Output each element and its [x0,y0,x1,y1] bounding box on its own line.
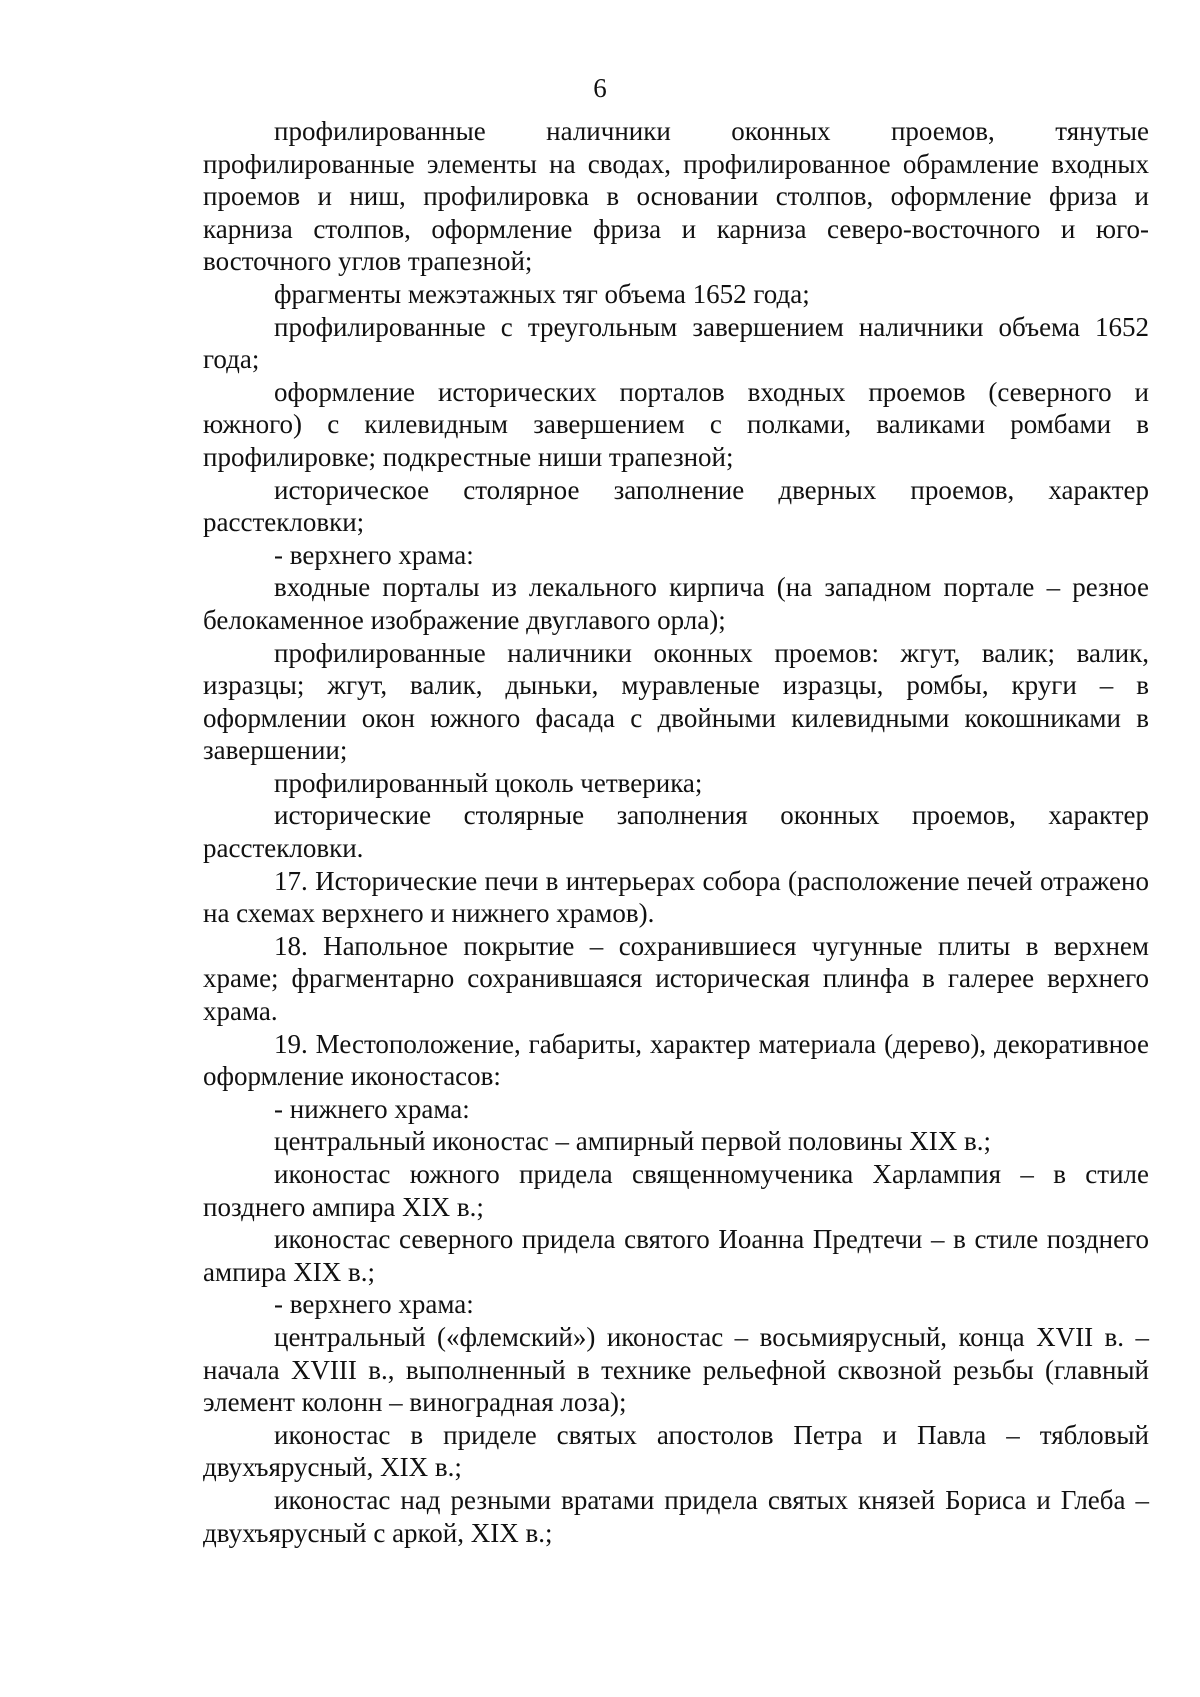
paragraph-8: профилированные наличники оконных проемов: жгут, валик; валик, изразцы; жгут, валик, дыньки, муравленые изразцы, ромбы, круги – в оформлении окон южного фасада с двойными килевидными кокошниками в завершении; [203,637,1149,766]
paragraph-7: входные порталы из лекального кирпича (на западном портале – резное белокаменное изображение двуглавого орла); [203,572,1149,635]
paragraph-11: 17. Исторические печи в интерьерах собора (расположение печей отражено на схемах верхнего и нижнего храмов). [203,865,1149,929]
paragraph-4: оформление исторических порталов входных проемов (северного и южного) с килевидным завершением с полками, валиками ромбами в профилировке; подкрестные ниши трапезной; [203,376,1149,472]
paragraph-16: иконостас южного придела священномученика Харлампия – в стиле позднего ампира XIX в.; [203,1159,1149,1222]
paragraph-6: - верхнего храма: [274,539,474,570]
paragraph-21: иконостас над резными вратами придела святых князей Бориса и Глеба – двухъярусный с аркой, XIX в.; [203,1484,1149,1548]
page-number: 6 [593,73,607,103]
paragraph-5: историческое столярное заполнение дверных проемов, характер расстекловки; [203,474,1149,538]
paragraph-12: 18. Напольное покрытие – сохранившиеся чугунные плиты в верхнем храме; фрагментарно сохранившаяся историческая плинфа в галерее верхнего храма. [203,930,1149,1027]
paragraph-15: центральный иконостас – ампирный первой половины XIX в.; [274,1126,992,1157]
paragraph-19: центральный («флемский») иконостас – восьмиярусный, конца XVII в. – начала XVIII в., выполненный в технике рельефной сквозной резьбы (главный элемент колонн – виноградная лоза); [203,1321,1149,1418]
document-body [203,115,1149,1549]
paragraph-13: 19. Местоположение, габариты, характер материала (дерево), декоративное оформление иконостасов: [203,1028,1149,1092]
paragraph-3: профилированные с треугольным завершением наличники объема 1652 года; [203,311,1149,375]
paragraph-1: профилированные наличники оконных проемов, тянутые профилированные элементы на сводах, профилированное обрамление входных проемов и ниш, профилировка в основании столпов, оформление фриза и карниза столпов, оформление фриза и карниза северо-восточного и юго-восточного углов трапезной; [203,116,1149,277]
paragraph-2: фрагменты межэтажных тяг объема 1652 года; [274,278,810,309]
paragraph-18: - верхнего храма: [274,1289,474,1320]
paragraph-10: исторические столярные заполнения оконных проемов, характер расстекловки. [203,800,1149,864]
paragraph-17: иконостас северного придела святого Иоанна Предтечи – в стиле позднего ампира XIX в.; [203,1224,1149,1287]
paragraph-9: профилированный цоколь четверика; [274,767,703,798]
paragraph-14: - нижнего храма: [274,1093,470,1124]
paragraph-20: иконостас в приделе святых апостолов Петра и Павла – тябловый двухъярусный, XIX в.; [203,1419,1149,1483]
